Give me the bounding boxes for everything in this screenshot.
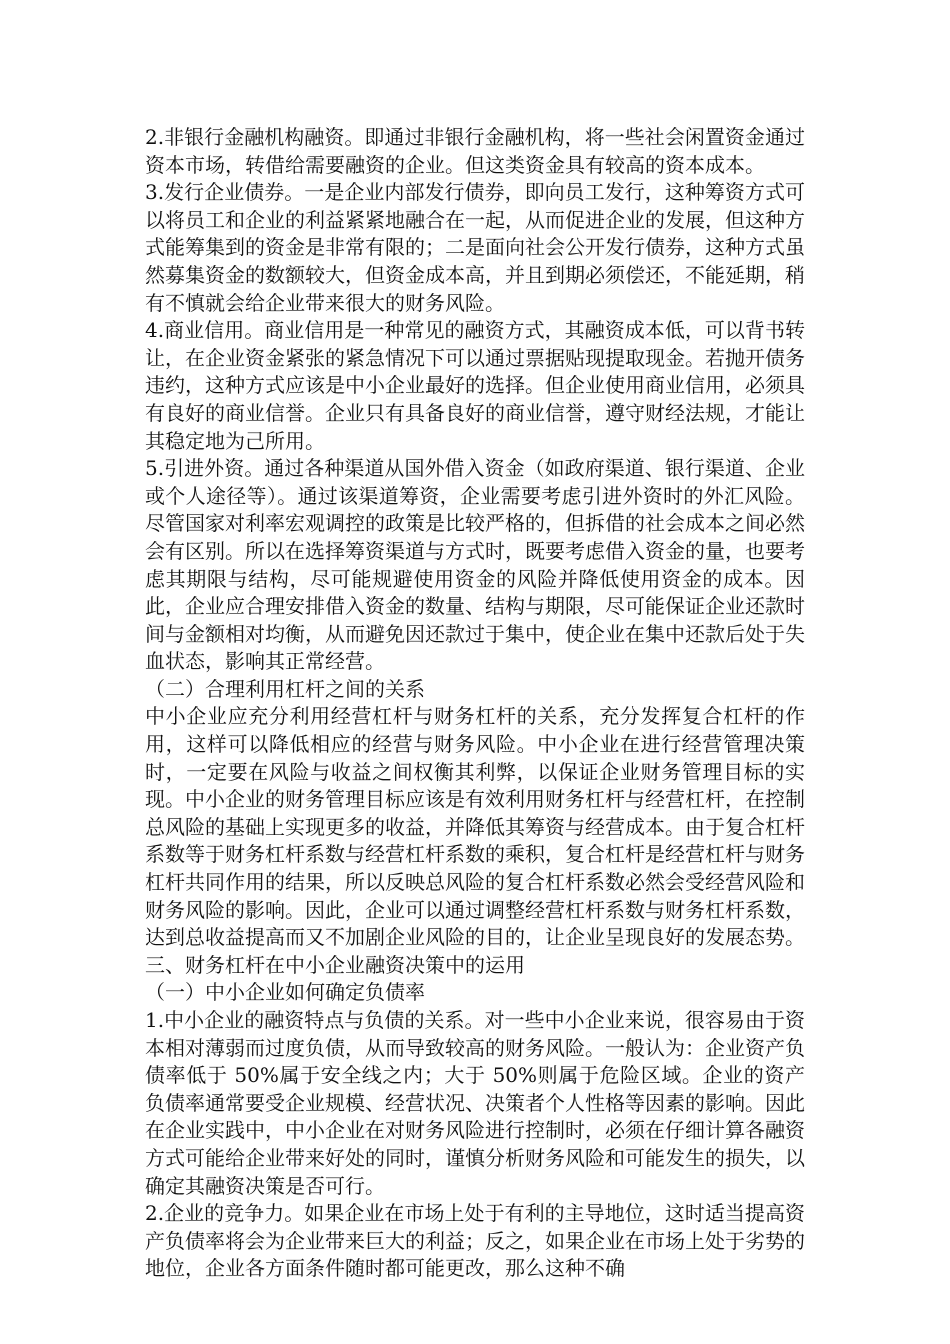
subheading-debt-ratio: （一）中小企业如何确定负债率 bbox=[145, 980, 425, 1005]
subheading-leverage-relationship: （二）合理利用杠杆之间的关系 bbox=[145, 676, 425, 701]
section-heading-financial-leverage: 三、财务杠杆在中小企业融资决策中的运用 bbox=[145, 952, 525, 977]
document-body bbox=[145, 124, 805, 1283]
paragraph-corporate-bonds: 3.发行企业债券。一是企业内部发行债券，即向员工发行，这种筹资方式可以将员工和企业的利益紧紧地融合在一起，从而促进企业的发展，但这种方式能筹集到的资金是非常有限的；二是面向社会公开发行债券，这种方式虽然募集资金的数额较大，但资金成本高，并且到期必须偿还，不能延期，稍有不慎就会给企业带来很大的财务风险。 bbox=[145, 180, 805, 315]
paragraph-commercial-credit: 4.商业信用。商业信用是一种常见的融资方式，其融资成本低，可以背书转让，在企业资金紧张的紧急情况下可以通过票据贴现提取现金。若抛开债务违约，这种方式应该是中小企业最好的选择。但企业使用商业信用，必须具有良好的商业信誉。企业只有具备良好的商业信誉，遵守财经法规，才能让其稳定地为己所用。 bbox=[145, 318, 805, 453]
paragraph-competitiveness: 2.企业的竞争力。如果企业在市场上处于有利的主导地位，这时适当提高资产负债率将会为企业带来巨大的利益；反之，如果企业在市场上处于劣势的地位，企业各方面条件随时都可能更改，那么这种不确 bbox=[145, 1201, 805, 1281]
paragraph-non-bank-financing: 2.非银行金融机构融资。即通过非银行金融机构，将一些社会闲置资金通过资本市场，转借给需要融资的企业。但这类资金具有较高的资本成本。 bbox=[145, 125, 805, 177]
paragraph-leverage-relationship: 中小企业应充分利用经营杠杆与财务杠杆的关系，充分发挥复合杠杆的作用，这样可以降低相应的经营与财务风险。中小企业在进行经营管理决策时，一定要在风险与收益之间权衡其利弊，以保证企业财务管理目标的实现。中小企业的财务管理目标应该是有效利用财务杠杆与经营杠杆，在控制总风险的基础上实现更多的收益，并降低其筹资与经营成本。由于复合杠杆系数等于财务杠杆系数与经营杠杆系数的乘积，复合杠杆是经营杠杆与财务杠杆共同作用的结果，所以反映总风险的复合杠杆系数必然会受经营风险和财务风险的影响。因此，企业可以通过调整经营杠杆系数与财务杠杆系数，达到总收益提高而又不加剧企业风险的目的，让企业呈现良好的发展态势。 bbox=[145, 704, 805, 950]
paragraph-financing-debt: 1.中小企业的融资特点与负债的关系。对一些中小企业来说，很容易由于资本相对薄弱而过度负债，从而导致较高的财务风险。一般认为：企业资产负债率低于 50%属于安全线之内；大于 50%则属于危险区域。企业的资产负债率通常要受企业规模、经营状况、决策者个人性格等因素的影响。因此在企业实践中，中小企业在对财务风险进行控制时，必须在仔细计算各融资方式可能给企业带来好处的同时，谨慎分析财务风险和可能发生的损失，以确定其融资决策是否可行。 bbox=[145, 1008, 805, 1198]
paragraph-foreign-capital: 5.引进外资。通过各种渠道从国外借入资金（如政府渠道、银行渠道、企业或个人途径等）。通过该渠道筹资，企业需要考虑引进外资时的外汇风险。尽管国家对利率宏观调控的政策是比较严格的，但拆借的社会成本之间必然会有区别。所以在选择筹资渠道与方式时，既要考虑借入资金的量，也要考虑其期限与结构，尽可能规避使用资金的风险并降低使用资金的成本。因此，企业应合理安排借入资金的数量、结构与期限，尽可能保证企业还款时间与金额相对均衡，从而避免因还款过于集中，使企业在集中还款后处于失血状态，影响其正常经营。 bbox=[145, 456, 805, 674]
